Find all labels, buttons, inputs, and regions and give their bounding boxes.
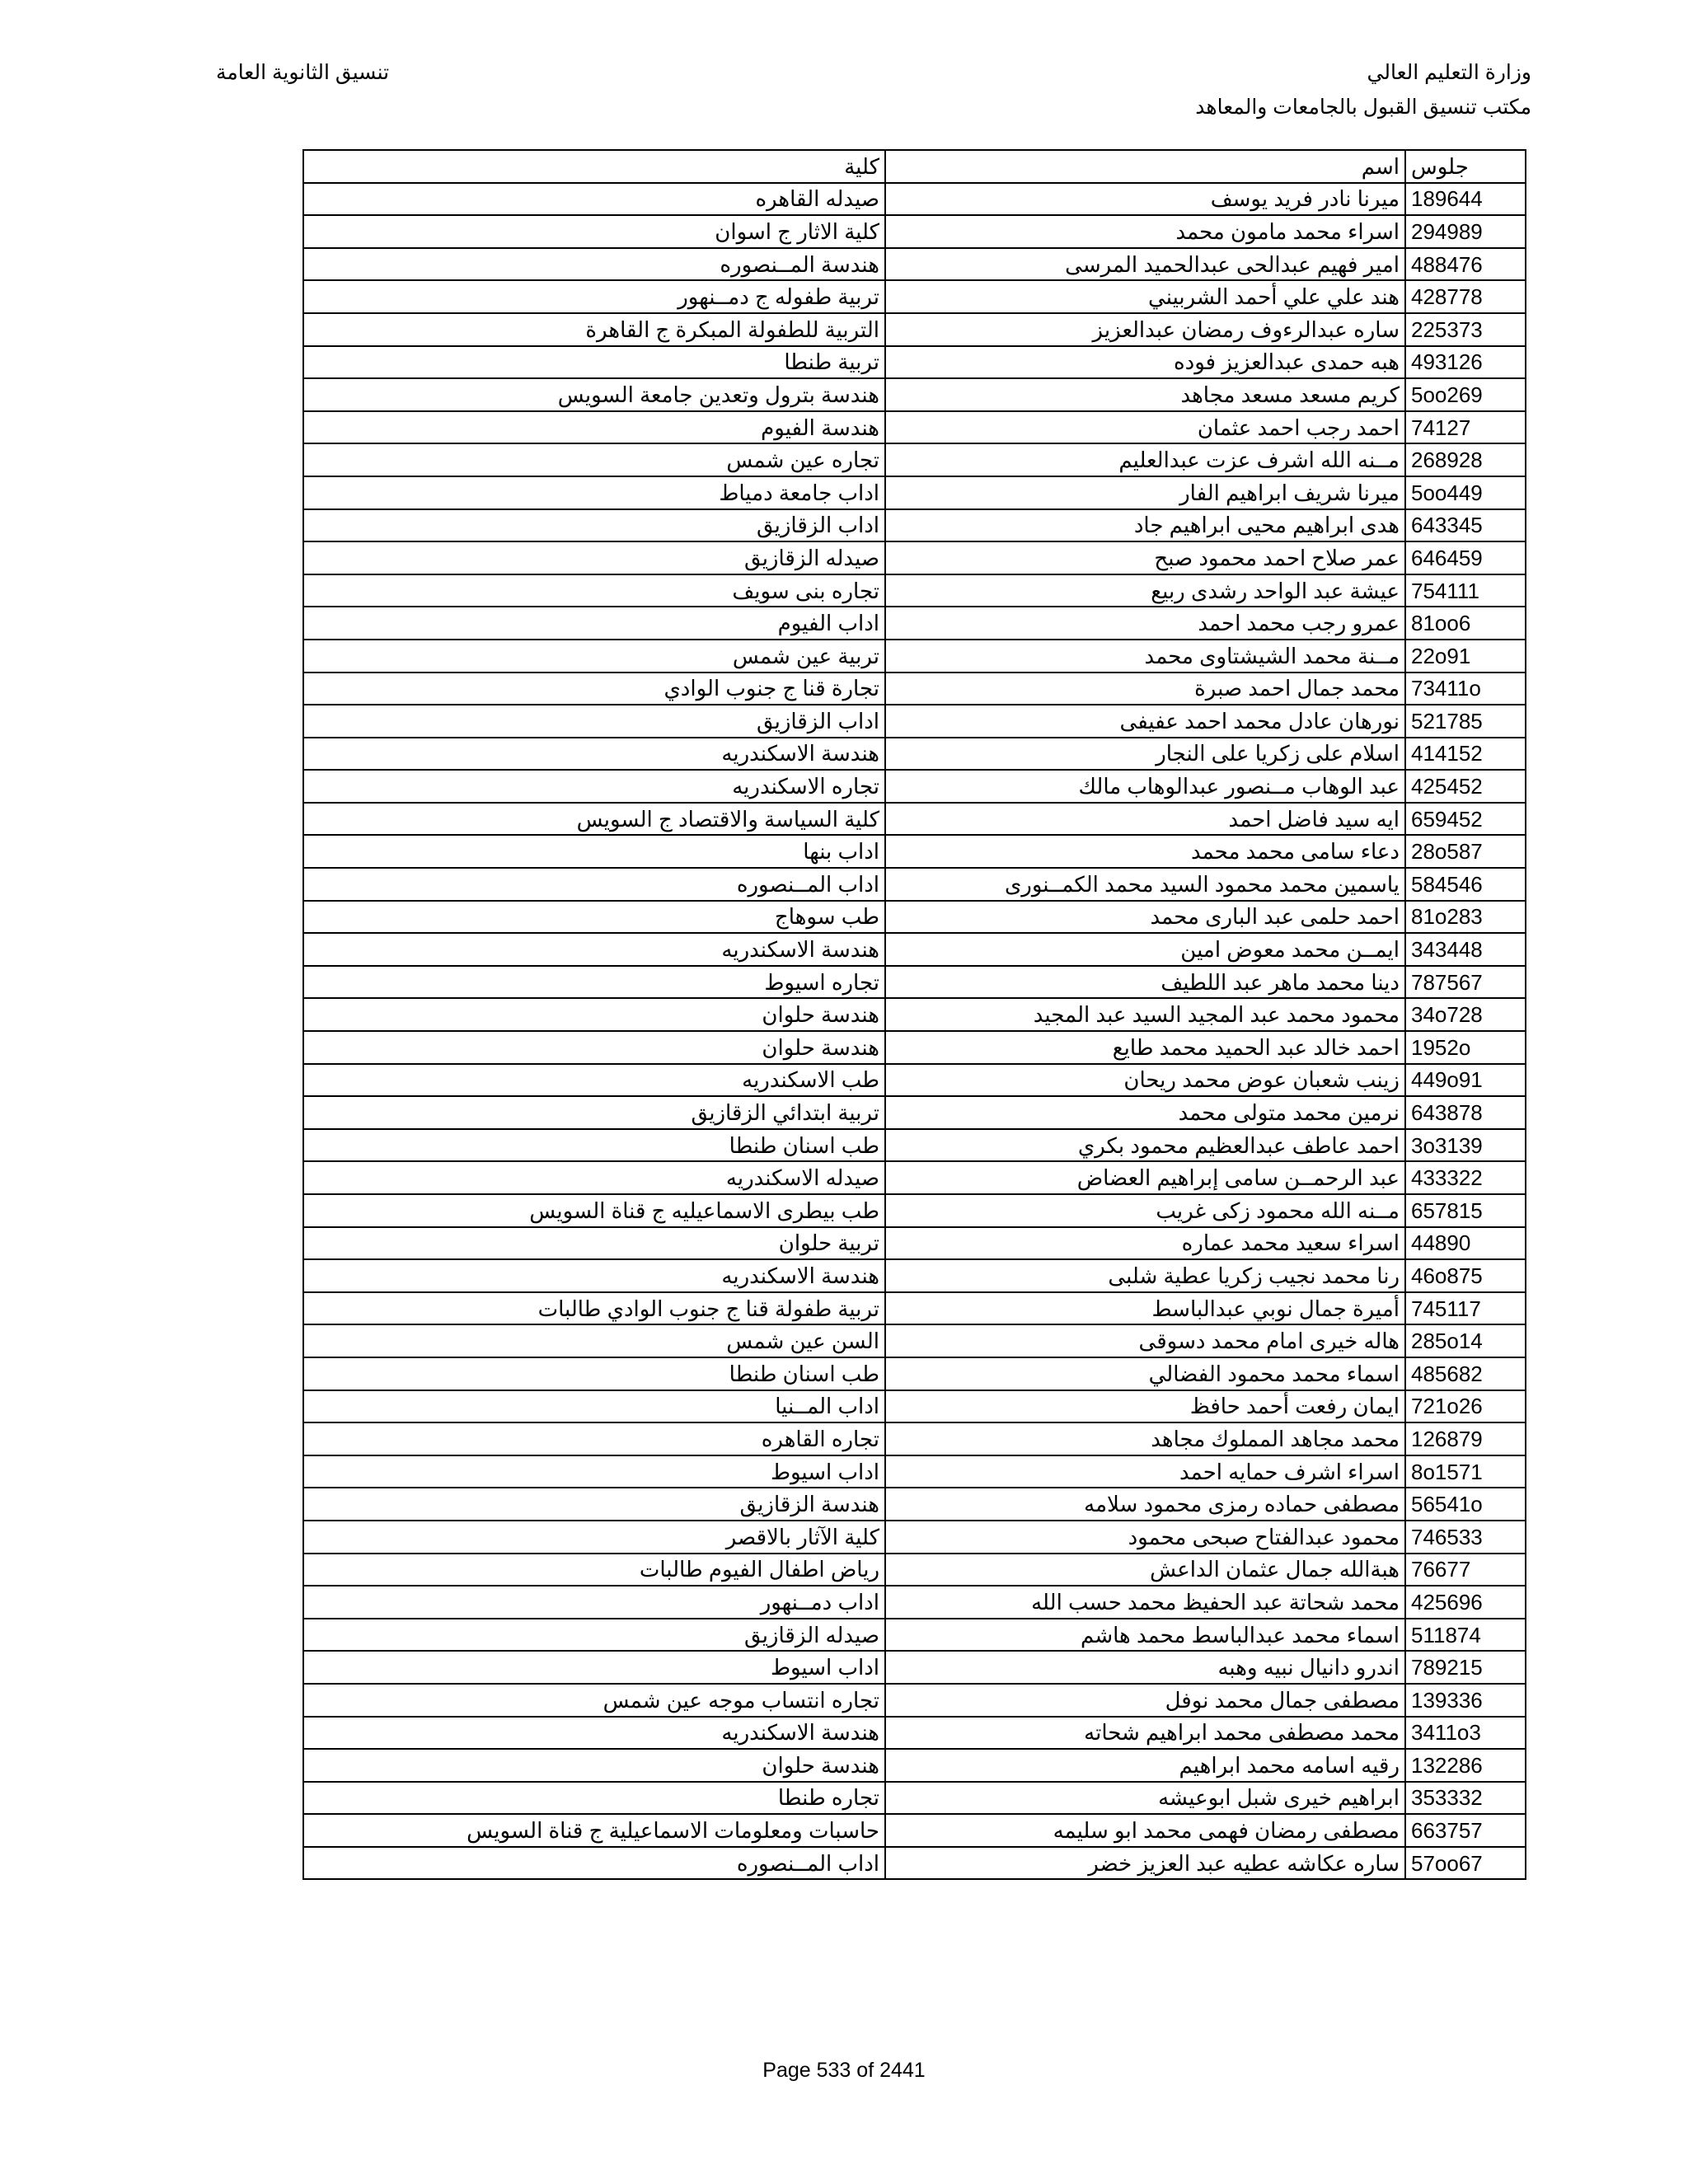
faculty-cell: تجاره بنى سويف [303,574,885,607]
seat-number-cell: 5oo449 [1405,476,1526,509]
name-cell: رنا محمد نجيب زكريا عطية شلبى [885,1259,1405,1292]
seat-number-cell: 745117 [1405,1292,1526,1325]
faculty-cell: تربية طنطا [303,346,885,379]
name-cell: نرمين محمد متولى محمد [885,1096,1405,1129]
name-cell: أميرة جمال نوبي عبدالباسط [885,1292,1405,1325]
name-cell: ميرنا شريف ابراهيم الفار [885,476,1405,509]
seat-number-cell: 285o14 [1405,1324,1526,1357]
table-row [303,835,1526,868]
coordination-title: تنسيق الثانوية العامة [216,61,390,84]
name-cell: رقيه اسامه محمد ابراهيم [885,1749,1405,1782]
faculty-cell: هندسة الاسكندريه [303,933,885,966]
faculty-cell: هندسة الفيوم [303,411,885,444]
seat-number-cell: 488476 [1405,248,1526,281]
seat-number-cell: 449o91 [1405,1064,1526,1097]
faculty-cell: تجارة قنا ج جنوب الوادي [303,673,885,705]
faculty-cell: هندسة حلوان [303,1031,885,1064]
name-cell: امير فهيم عبدالحى عبدالحميد المرسى [885,248,1405,281]
seat-number-cell: 81o283 [1405,901,1526,934]
name-cell: هبه حمدى عبدالعزيز فوده [885,346,1405,379]
seat-number-cell: 76677 [1405,1554,1526,1586]
seat-number-cell: 5oo269 [1405,378,1526,411]
name-cell: محمد مصطفى محمد ابراهيم شحاته [885,1717,1405,1750]
name-cell: مــنه الله اشرف عزت عبدالعليم [885,443,1405,476]
table-row [303,1717,1526,1750]
table-row [303,901,1526,934]
faculty-cell: اداب اسيوط [303,1455,885,1488]
name-cell: ياسمين محمد محمود السيد محمد الكمــنورى [885,868,1405,901]
faculty-cell: تربية ابتدائي الزقازيق [303,1096,885,1129]
table-row [303,443,1526,476]
seat-number-cell: 22o91 [1405,640,1526,673]
seat-number-cell: 225373 [1405,313,1526,346]
name-cell: اسراء اشرف حمايه احمد [885,1455,1405,1488]
name-cell: ساره عكاشه عطيه عبد العزيز خضر [885,1847,1405,1880]
name-cell: محمد شحاتة عبد الحفيظ محمد حسب الله [885,1586,1405,1619]
seat-number-cell: 44890 [1405,1227,1526,1260]
seat-number-cell: 746533 [1405,1521,1526,1554]
name-cell: مــنه الله محمود زكى غريب [885,1194,1405,1227]
faculty-cell: هندسة الاسكندريه [303,738,885,771]
seat-number-cell: 643878 [1405,1096,1526,1129]
name-cell: محمد جمال احمد صبرة [885,673,1405,705]
seat-number-cell: 81oo6 [1405,607,1526,640]
table-row [303,770,1526,803]
seat-number-cell: 493126 [1405,346,1526,379]
seat-number-cell: 754111 [1405,574,1526,607]
name-cell: دينا محمد ماهر عبد اللطيف [885,966,1405,999]
name-cell: مصطفى حماده رمزى محمود سلامه [885,1488,1405,1521]
faculty-cell: طب اسنان طنطا [303,1129,885,1162]
table-row [303,1586,1526,1619]
faculty-cell: تربية عين شمس [303,640,885,673]
name-cell: محمد مجاهد المملوك مجاهد [885,1422,1405,1455]
name-cell: ابراهيم خيرى شبل ابوعيشه [885,1782,1405,1815]
table-row [303,1227,1526,1260]
name-cell: اسراء محمد مامون محمد [885,215,1405,248]
faculty-cell: اداب اسيوط [303,1651,885,1684]
table-row [303,1847,1526,1880]
faculty-cell: اداب المــنيا [303,1390,885,1423]
faculty-cell: اداب المــنصوره [303,1847,885,1880]
faculty-cell: هندسة المــنصوره [303,248,885,281]
faculty-cell: تربية طفوله ج دمــنهور [303,280,885,313]
name-cell: هاله خيرى امام محمد دسوقى [885,1324,1405,1357]
name-cell: اسراء سعيد محمد عماره [885,1227,1405,1260]
name-cell: محمود محمد عبد المجيد السيد عبد المجيد [885,998,1405,1031]
table-row [303,1357,1526,1390]
name-cell: عمر صلاح احمد محمود صبح [885,541,1405,574]
table-row [303,346,1526,379]
table-row [303,738,1526,771]
seat-number-cell: 414152 [1405,738,1526,771]
table-row [303,640,1526,673]
faculty-cell: صيدله الزقازيق [303,541,885,574]
table-row [303,215,1526,248]
seat-number-cell: 521785 [1405,705,1526,738]
faculty-cell: هندسة الاسكندريه [303,1259,885,1292]
name-cell: اندرو دانيال نبيه وهبه [885,1651,1405,1684]
column-header-name: اسم [885,150,1405,183]
table-row [303,1161,1526,1194]
faculty-cell: تجاره انتساب موجه عين شمس [303,1684,885,1717]
name-cell: عبد الرحمــن سامى إبراهيم العضاض [885,1161,1405,1194]
faculty-cell: رياض اطفال الفيوم طالبات [303,1554,885,1586]
seat-number-cell: 268928 [1405,443,1526,476]
ministry-title: وزارة التعليم العالي [1367,61,1531,84]
seat-number-cell: 28o587 [1405,835,1526,868]
faculty-cell: اداب جامعة دمياط [303,476,885,509]
seat-number-cell: 73411o [1405,673,1526,705]
table-row [303,1488,1526,1521]
table-row [303,868,1526,901]
table-row [303,803,1526,836]
seat-number-cell: 646459 [1405,541,1526,574]
faculty-cell: اداب دمــنهور [303,1586,885,1619]
faculty-cell: تجاره القاهره [303,1422,885,1455]
faculty-cell: صيدله الزقازيق [303,1619,885,1652]
name-cell: ايه سيد فاضل احمد [885,803,1405,836]
table-row [303,1194,1526,1227]
admission-table-body [303,150,1526,1879]
table-row [303,248,1526,281]
seat-number-cell: 1952o [1405,1031,1526,1064]
faculty-cell: اداب الفيوم [303,607,885,640]
name-cell: مصطفى رمضان فهمى محمد ابو سليمه [885,1814,1405,1847]
name-cell: هند علي علي أحمد الشربيني [885,280,1405,313]
table-row [303,673,1526,705]
name-cell: هدى ابراهيم محيى ابراهيم جاد [885,509,1405,542]
seat-number-cell: 74127 [1405,411,1526,444]
faculty-cell: هندسة بترول وتعدين جامعة السويس [303,378,885,411]
faculty-cell: طب بيطرى الاسماعيليه ج قناة السويس [303,1194,885,1227]
seat-number-cell: 56541o [1405,1488,1526,1521]
name-cell: كريم مسعد مسعد مجاهد [885,378,1405,411]
seat-number-cell: 46o875 [1405,1259,1526,1292]
faculty-cell: هندسة الزقازيق [303,1488,885,1521]
faculty-cell: كلية السياسة والاقتصاد ج السويس [303,803,885,836]
table-row [303,183,1526,216]
table-row [303,1684,1526,1717]
seat-number-cell: 57oo67 [1405,1847,1526,1880]
seat-number-cell: 34o728 [1405,998,1526,1031]
name-cell: نورهان عادل محمد احمد عفيفى [885,705,1405,738]
table-row [303,1619,1526,1652]
name-cell: ايمــن محمد معوض امين [885,933,1405,966]
table-row [303,1455,1526,1488]
name-cell: دعاء سامى محمد محمد [885,835,1405,868]
faculty-cell: هندسة حلوان [303,1749,885,1782]
faculty-cell: التربية للطفولة المبكرة ج القاهرة [303,313,885,346]
table-row [303,1292,1526,1325]
name-cell: محمود عبدالفتاح صبحى محمود [885,1521,1405,1554]
faculty-cell: اداب الزقازيق [303,509,885,542]
seat-number-cell: 139336 [1405,1684,1526,1717]
page-number: Page 533 of 2441 [762,2059,926,2082]
faculty-cell: هندسة الاسكندريه [303,1717,885,1750]
table-row [303,1749,1526,1782]
table-row [303,1422,1526,1455]
seat-number-cell: 485682 [1405,1357,1526,1390]
seat-number-cell: 425452 [1405,770,1526,803]
faculty-cell: طب اسنان طنطا [303,1357,885,1390]
seat-number-cell: 132286 [1405,1749,1526,1782]
seat-number-cell: 511874 [1405,1619,1526,1652]
seat-number-cell: 428778 [1405,280,1526,313]
table-row [303,1782,1526,1815]
table-row [303,1324,1526,1357]
table-row [303,1521,1526,1554]
table-row [303,1129,1526,1162]
name-cell: اسماء محمد محمود الفضالي [885,1357,1405,1390]
table-row [303,998,1526,1031]
seat-number-cell: 189644 [1405,183,1526,216]
name-cell: احمد رجب احمد عثمان [885,411,1405,444]
table-row [303,378,1526,411]
name-cell: احمد حلمى عبد البارى محمد [885,901,1405,934]
seat-number-cell: 294989 [1405,215,1526,248]
seat-number-cell: 789215 [1405,1651,1526,1684]
faculty-cell: تجاره اسيوط [303,966,885,999]
faculty-cell: طب الاسكندريه [303,1064,885,1097]
seat-number-cell: 353332 [1405,1782,1526,1815]
faculty-cell: تربية طفولة قنا ج جنوب الوادي طالبات [303,1292,885,1325]
column-header-faculty: كلية [303,150,885,183]
seat-number-cell: 787567 [1405,966,1526,999]
name-cell: زينب شعبان عوض محمد ريحان [885,1064,1405,1097]
table-row [303,1390,1526,1423]
name-cell: مصطفى جمال محمد نوفل [885,1684,1405,1717]
seat-number-cell: 343448 [1405,933,1526,966]
name-cell: ايمان رفعت أحمد حافظ [885,1390,1405,1423]
table-row [303,933,1526,966]
table-row [303,574,1526,607]
column-header-id: جلوس [1405,150,1526,183]
name-cell: عيشة عبد الواحد رشدى ربيع [885,574,1405,607]
name-cell: هبةالله جمال عثمان الداعش [885,1554,1405,1586]
faculty-cell: طب سوهاج [303,901,885,934]
table-row [303,313,1526,346]
seat-number-cell: 433322 [1405,1161,1526,1194]
name-cell: احمد عاطف عبدالعظيم محمود بكري [885,1129,1405,1162]
faculty-cell: هندسة حلوان [303,998,885,1031]
table-row [303,607,1526,640]
name-cell: عمرو رجب محمد احمد [885,607,1405,640]
faculty-cell: صيدله القاهره [303,183,885,216]
seat-number-cell: 663757 [1405,1814,1526,1847]
name-cell: ساره عبدالرءوف رمضان عبدالعزيز [885,313,1405,346]
name-cell: اسماء محمد عبدالباسط محمد هاشم [885,1619,1405,1652]
seat-number-cell: 425696 [1405,1586,1526,1619]
name-cell: مــنة محمد الشيشتاوى محمد [885,640,1405,673]
name-cell: احمد خالد عبد الحميد محمد طايع [885,1031,1405,1064]
table-row [303,966,1526,999]
table-row [303,411,1526,444]
faculty-cell: اداب بنها [303,835,885,868]
table-row [303,1554,1526,1586]
seat-number-cell: 3o3139 [1405,1129,1526,1162]
office-title: مكتب تنسيق القبول بالجامعات والمعاهد [1195,96,1531,119]
table-row [303,1031,1526,1064]
faculty-cell: حاسبات ومعلومات الاسماعيلية ج قناة السويس [303,1814,885,1847]
table-row [303,509,1526,542]
faculty-cell: السن عين شمس [303,1324,885,1357]
table-row [303,541,1526,574]
table-row [303,280,1526,313]
admission-table [302,149,1526,1880]
table-header-row [303,150,1526,183]
table-row [303,1651,1526,1684]
faculty-cell: كلية الاثار ج اسوان [303,215,885,248]
name-cell: عبد الوهاب مــنصور عبدالوهاب مالك [885,770,1405,803]
table-row [303,1259,1526,1292]
seat-number-cell: 584546 [1405,868,1526,901]
faculty-cell: تربية حلوان [303,1227,885,1260]
name-cell: ميرنا نادر فريد يوسف [885,183,1405,216]
faculty-cell: صيدله الاسكندريه [303,1161,885,1194]
table-row [303,1064,1526,1097]
faculty-cell: تجاره عين شمس [303,443,885,476]
table-row [303,1096,1526,1129]
table-row [303,705,1526,738]
faculty-cell: كلية الآثار بالاقصر [303,1521,885,1554]
table-row [303,476,1526,509]
seat-number-cell: 643345 [1405,509,1526,542]
seat-number-cell: 657815 [1405,1194,1526,1227]
faculty-cell: اداب الزقازيق [303,705,885,738]
seat-number-cell: 659452 [1405,803,1526,836]
seat-number-cell: 3411o3 [1405,1717,1526,1750]
name-cell: اسلام على زكريا على النجار [885,738,1405,771]
table-row [303,1814,1526,1847]
faculty-cell: تجاره الاسكندريه [303,770,885,803]
faculty-cell: اداب المــنصوره [303,868,885,901]
faculty-cell: تجاره طنطا [303,1782,885,1815]
seat-number-cell: 8o1571 [1405,1455,1526,1488]
seat-number-cell: 721o26 [1405,1390,1526,1423]
seat-number-cell: 126879 [1405,1422,1526,1455]
